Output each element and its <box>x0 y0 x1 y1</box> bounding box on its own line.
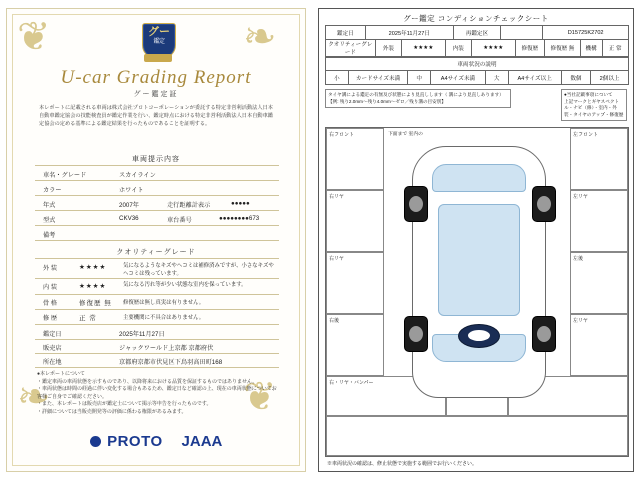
legend-small-desc: カードサイズ未満 <box>348 71 408 85</box>
field-label-3b: 車台番号 <box>167 217 192 224</box>
tire-note-box <box>325 89 511 108</box>
field-value-0: スカイライン <box>119 172 156 179</box>
right-note-box-0 <box>561 89 627 121</box>
wheel-front-left <box>404 186 428 222</box>
grade-text-2: 修復歴は無し真実は有りません。 <box>123 300 205 306</box>
footer-label-1: 販売店 <box>43 345 62 352</box>
diagram-cell-right-3: 左リヤ <box>570 314 628 376</box>
sheet-grade-table <box>325 39 629 57</box>
diagram-cell-left-2: 右リヤ <box>326 252 384 314</box>
diagram-cell-left-3: 右後 <box>326 314 384 376</box>
footer-value-2: 京都府京都市伏見区下鳥羽高田町168 <box>119 359 223 366</box>
field-value-3: CKV36 <box>119 215 139 222</box>
footer-value-0: 2025年11月27日 <box>119 331 165 338</box>
cabin-area <box>438 204 520 316</box>
field-value-3b: ●●●●●●●●673 <box>219 215 260 222</box>
field-label-0: 車名・グレード <box>43 172 87 179</box>
legend-small-label: 小 <box>326 71 349 85</box>
tire-note-line-0: 【例: 残り2.0mm～残り4.0mm～ゼロ／残り溝の目安別】 <box>328 98 446 104</box>
table-row <box>326 58 629 71</box>
sheet-footnote: ※車両状況の確認は、修止状態で実施する範囲でお行いください。 <box>327 461 478 467</box>
footer-label-0: 鑑定日 <box>43 331 62 338</box>
vehicle-diagram <box>325 127 629 457</box>
cell-quality-grade-label: クオリティーグレード <box>326 40 376 57</box>
grade-stars-0: ★★★★ <box>79 264 107 271</box>
jaaa-logo: JAAA <box>181 433 223 451</box>
grade-stars-3: 正 常 <box>79 315 97 322</box>
crest-letter: グー <box>148 26 170 38</box>
diagram-top-label: 下面まで 室内の <box>388 132 423 137</box>
field-label-2: 年式 <box>43 202 56 209</box>
cell-reinspect-label: 再鑑定区 <box>454 26 501 40</box>
cell-repair-value: 修復歴 無 <box>545 40 581 57</box>
field-value-2b: ●●●●● <box>231 200 250 207</box>
diagram-cell-bottom-left: 右・リヤ・バンパー <box>326 376 446 416</box>
cell-interior-label: 内装 <box>445 40 471 57</box>
wheel-front-right <box>532 186 556 222</box>
cell-reinspect-value <box>500 26 543 40</box>
crest-sub: 鑑定 <box>153 39 165 45</box>
note-0: ・鑑定車両の車両状態を示すものであり、以降将来における品質を保証するものではありません。 <box>37 378 258 385</box>
note-1: ・車両状態は時間の経過に伴い変化する場合もあるため、鑑定日など確認の上、現在の車両状態についてお客様ご自身でご確認ください。 <box>37 386 277 400</box>
legend-medium-desc: A4サイズ未満 <box>431 71 486 85</box>
grade-label-0: 外 装 <box>43 265 58 272</box>
section-grade-title: クオリティーグレード <box>116 249 196 256</box>
grade-label-2: 骨 格 <box>43 300 58 307</box>
size-legend-title-table <box>325 57 629 71</box>
grade-stars-1: ★★★★ <box>79 283 107 290</box>
report-notes <box>37 371 277 416</box>
footer-value-1: ジャックワールド上京都 京都府伏 <box>119 345 214 352</box>
diagram-cell-left-1: 右リヤ <box>326 190 384 252</box>
grade-label-1: 内 装 <box>43 284 58 291</box>
car-top-view <box>386 138 570 400</box>
goo-crest-icon <box>142 23 174 63</box>
corner-flourish-bl: ❧ <box>17 375 51 419</box>
report-blurb: 本レポートに記載される車両は株式会社プロトコーポレーションが委託する特定非営利活動法人日本自動車鑑定協会の技能検査員が鑑定作業を行い、鑑定時点における特定非営利活動法人日本自動車鑑定協会の定める基準による鑑定結果を行ったものであることを証明する。 <box>39 105 273 128</box>
diagram-cell-right-1: 左リヤ <box>570 190 628 252</box>
legend-medium-label: 中 <box>408 71 431 85</box>
cell-mech-value: 正 常 <box>602 40 628 57</box>
wheel-rear-right <box>532 316 556 352</box>
field-label-3: 型式 <box>43 217 56 224</box>
legend-large-label: 大 <box>485 71 508 85</box>
sheet-title: グー鑑定 コンディションチェックシート <box>403 14 549 23</box>
section-vehicle-title: 車両提示内容 <box>132 156 180 163</box>
logo-row <box>7 433 305 451</box>
grade-text-0: 気になるようなキズやヘコミは補修済みですが、小さなキズやヘコミは残っています。 <box>123 263 274 277</box>
note-2: ・また、本レポートは販売店が鑑定士について掲示等申告を行ったものです。 <box>37 401 212 407</box>
notes-title: ●本レポートについて <box>37 371 85 377</box>
grade-label-3: 修 歴 <box>43 315 58 322</box>
corner-flourish-tr: ❧ <box>243 15 277 59</box>
diagram-cell-left-0: 右フロント <box>326 128 384 190</box>
table-row <box>326 40 629 57</box>
corner-flourish-br: ❦ <box>243 375 277 419</box>
cell-inspection-date-value: 2025年11月27日 <box>365 26 454 40</box>
size-legend-table <box>325 70 629 85</box>
grade-text-3: 主要機関に不具合はありません。 <box>123 315 205 321</box>
field-label-2b: 走行距離計表示 <box>167 202 211 209</box>
grade-stars-2: 修復歴 無 <box>79 300 112 307</box>
legend-count-desc: 2個以上 <box>591 71 629 85</box>
cell-sheet-id: D15725K2702 <box>543 26 629 40</box>
right-note-body-0: 上記マークとギヤスペクトル・ナビ（修）・室内・外装・タイヤのアップ・修復歴 <box>564 98 624 117</box>
cell-mech-label: 機構 <box>580 40 602 57</box>
field-value-2: 2007年 <box>119 202 139 209</box>
cell-inspection-date-label: 鑑定日 <box>326 26 366 40</box>
field-value-1: ホワイト <box>119 187 144 194</box>
brand-emblem-icon <box>458 324 500 348</box>
legend-large-desc: A4サイズ以上 <box>508 71 561 85</box>
windshield-front <box>432 164 526 192</box>
size-legend-title: 車両状況の説明 <box>326 58 629 71</box>
diagram-cell-bottom-strip <box>326 416 628 456</box>
report-subtitle: グー鑑定証 <box>133 91 179 98</box>
proto-logo: PROTO <box>107 433 163 451</box>
grade-text-1: 気になる汚れ等が少い状態な室内を保っています。 <box>123 282 247 288</box>
legend-count-label: 数個 <box>561 71 590 85</box>
table-row <box>326 26 629 40</box>
right-note-title-0: ●当社記載事項について <box>564 92 613 97</box>
diagram-cell-right-2: 左後 <box>570 252 628 314</box>
cell-interior-stars: ★★★★ <box>472 40 516 57</box>
corner-flourish-tl: ❦ <box>17 15 51 59</box>
tire-note-title: タイヤ溝による鑑定の有無及び状態により見直しします（ 溝により見直しあります） <box>328 92 504 97</box>
diagram-cell-right-0: 左フロント <box>570 128 628 190</box>
proto-mark-icon <box>90 436 101 447</box>
sheet-info-table <box>325 25 629 40</box>
note-3: ・詳細については当販売開発等の評価に係わる権限があるみます。 <box>37 408 187 415</box>
field-label-4: 備考 <box>43 232 56 239</box>
footer-label-2: 所在地 <box>43 359 62 366</box>
grading-report-card <box>6 8 306 472</box>
field-label-1: カラー <box>43 187 62 194</box>
wheel-rear-left <box>404 316 428 352</box>
table-row <box>326 71 629 85</box>
condition-check-sheet <box>318 8 634 472</box>
report-title: U-car Grading Report <box>60 67 252 88</box>
cell-exterior-label: 外装 <box>375 40 401 57</box>
cell-repair-label: 修復歴 <box>515 40 545 57</box>
cell-exterior-stars: ★★★★ <box>402 40 446 57</box>
